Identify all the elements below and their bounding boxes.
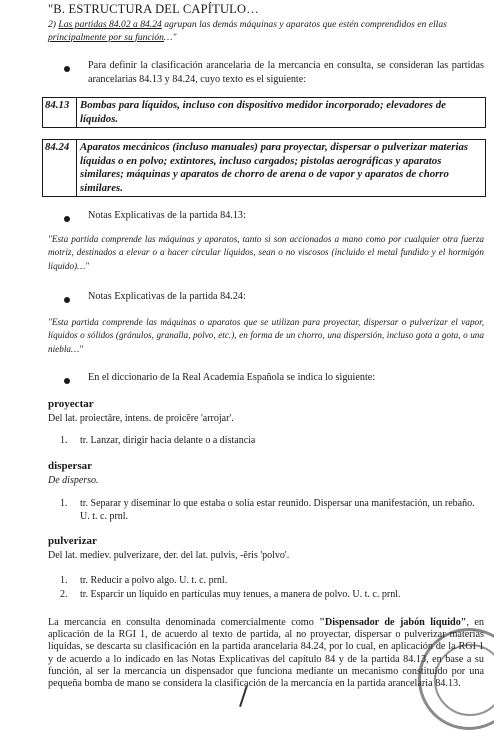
definition-text: tr. Lanzar, dirigir hacia delante o a distancia: [80, 435, 256, 446]
definition-text: tr. Separar y diseminar lo que estaba o solía estar reunido. Dispersar una manifestación, un rebaño. U. t. c. prnl.: [80, 498, 475, 522]
product-name: "Dispensador de jabón líquido": [319, 617, 467, 628]
etymology-dispersar: De disperso.: [48, 475, 99, 486]
bullet-icon: [64, 297, 70, 303]
rae-heading: En el diccionario de la Real Academia Española se indica lo siguiente:: [88, 372, 376, 383]
conclusion-lead: La mercancía en consulta denominada comercialmente como: [48, 617, 320, 628]
bullet-icon: [64, 66, 70, 72]
tariff-code: 84.13: [43, 98, 77, 128]
notes-8424-quote: "Esta partida comprende las máquinas o aparatos que se utilizan para proyectar, dispersar o pulverizar el vapor, líquidos o sólidos (gránulos, granalla, polvo, etc.), en forma de un chorro, una dispersión, incluso gota a gota, o una niebla…": [48, 317, 484, 354]
term-proyectar: proyectar: [48, 398, 94, 410]
etymology-pulverizar: Del lat. mediev. pulverizare, der. del lat. pulvis, -ĕris 'polvo'.: [48, 550, 290, 561]
bullet-icon: [64, 378, 70, 384]
definition-number: 2.: [60, 589, 68, 600]
definition-number: 1.: [60, 498, 68, 509]
notes-8413-heading: Notas Explicativas de la partida 84.13:: [88, 210, 246, 221]
etymology-proyectar: Del lat. proiectāre, intens. de proicĕre 'arrojar'.: [48, 413, 234, 424]
intro-paragraph: Para definir la clasificación arancelaria de la mercancía en consulta, se consideran las partidas arancelarias 84.13 y 84.24, cuyo texto es el siguiente:: [88, 60, 484, 85]
section-header: "B. ESTRUCTURA DEL CAPÍTULO…: [48, 2, 259, 16]
definition-text: tr. Reducir a polvo algo. U. t. c. prnl.: [80, 575, 228, 586]
definition-text: tr. Esparcir un líquido en partículas muy tenues, a manera de polvo. U. t. c. prnl.: [80, 589, 401, 600]
chapter-note-quote: [48, 18, 484, 44]
definition-number: 1.: [60, 435, 68, 446]
bullet-icon: [64, 216, 70, 222]
tariff-table-8413: [42, 97, 486, 128]
notes-8424-heading: Notas Explicativas de la partida 84.24:: [88, 291, 246, 302]
chapter-note-suffix: …": [163, 32, 177, 43]
term-dispersar: dispersar: [48, 460, 92, 472]
term-pulverizar: pulverizar: [48, 535, 97, 547]
chapter-note-underlined: Las partidas 84.02 a 84.24: [58, 19, 162, 30]
tariff-table-8424: [42, 139, 486, 197]
notes-8413-quote: "Esta partida comprende las máquinas y aparatos, tanto si son accionados a mano como por cualquier otra fuerza motriz, destinados a elevar o a hacer circular líquidos, sean o no viscosos (incluido el metal fundido y el hormigón líquido)…": [48, 234, 484, 271]
tariff-description: Aparatos mecánicos (incluso manuales) para proyectar, dispersar o pulverizar materias líquidas o en polvo; extintores, incluso cargados; pistolas aerográficas y aparatos similares; máquinas y aparatos de chorro de arena o de vapor y aparatos de chorro similares.: [77, 140, 486, 197]
chapter-note-underlined-2: principalmente por su función: [48, 32, 164, 43]
chapter-note-prefix: 2): [48, 19, 59, 30]
chapter-note-middle: agrupan las demás máquinas y aparatos que estén comprendidos en ellas: [161, 19, 447, 30]
tariff-description: Bombas para líquidos, incluso con dispositivo medidor incorporado; elevadores de líquidos.: [77, 98, 486, 128]
definition-number: 1.: [60, 575, 68, 586]
conclusion-body: , en aplicación de la RGI 1, de acuerdo al texto de partida, al no proyectar, dispersar o pulverizar materias líquidas, se descarta su clasificación en la partida arancelaria 84.24, por lo cual, en aplicación de la RGI 1 y de acuerdo a lo indicado en las Notas Explicativas del capítulo 84 y de la partida 84.13, en base a su función, al ser la mercancía un dispensador que funciona mediante un mecanismo constituido por una pequeña bomba de mano se considera la clasificación de la mercancía en la partida arancelaria 84.13.: [48, 617, 484, 690]
tariff-code: 84.24: [43, 140, 77, 197]
